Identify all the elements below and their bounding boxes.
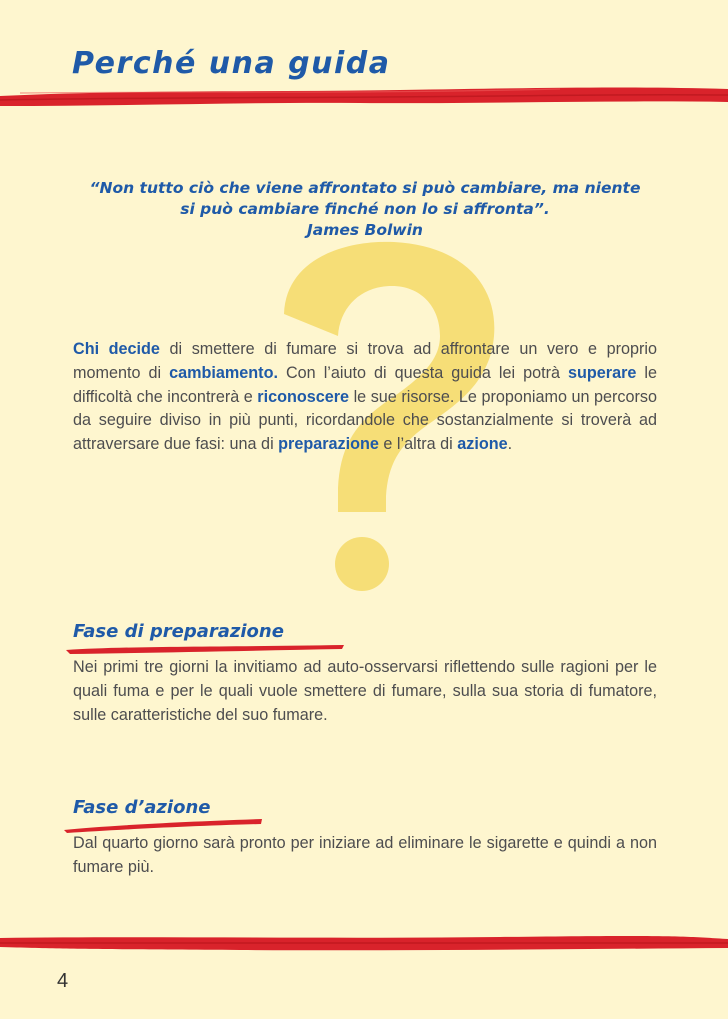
- section-title-action: Fase d’azione: [73, 797, 211, 818]
- page-title: Perché una guida: [72, 46, 391, 81]
- intro-text-5: e l’altra di: [378, 435, 458, 454]
- quote-line-1: “Non tutto ciò che viene affrontato si può cambiare, ma niente: [89, 179, 641, 197]
- intro-bold-2: cambiamento.: [169, 363, 278, 382]
- intro-bold-1: Chi decide: [73, 340, 160, 358]
- intro-text-3: le difficoltà che incontrerà e: [73, 363, 657, 406]
- section-title-preparation: Fase di preparazione: [73, 621, 284, 642]
- preparation-underline-stroke: [66, 642, 346, 656]
- intro-text-1: di smettere di fumare si trova ad affrontare un vero e proprio momento di: [73, 340, 657, 382]
- quote-author: James Bolwin: [307, 221, 423, 239]
- intro-text-2: Con l’aiuto di questa guida lei potrà: [277, 363, 568, 382]
- quote-block: [70, 178, 660, 241]
- section-text-preparation: Nei primi tre giorni la invitiamo ad auto-osservarsi riflettendo sulle ragioni per le quali fuma e per le quali vuole smettere di fumare, sulla sua storia di fumatore, sulle caratteristiche del suo fumare.: [73, 658, 657, 724]
- intro-bold-6: azione: [457, 435, 508, 454]
- intro-bold-4: riconoscere: [257, 387, 350, 406]
- quote-line-2: si può cambiare finché non lo si affronta”.: [180, 200, 550, 218]
- intro-text-4: le sue risorse. Le proponiamo un percorso da seguire diviso in più punti, ricordandole che sostanzialmente si troverà ad attraversare due fasi: una di: [73, 387, 657, 454]
- bottom-brush-stroke: [0, 930, 728, 956]
- intro-bold-5: preparazione: [278, 435, 379, 454]
- page-number: 4: [57, 970, 69, 992]
- intro-bold-3: superare: [567, 363, 637, 382]
- intro-text-6: .: [507, 435, 513, 454]
- intro-paragraph: [73, 338, 657, 457]
- top-brush-stroke: [0, 80, 728, 110]
- section-text-action: Dal quarto giorno sarà pronto per iniziare ad eliminare le sigarette e quindi a non fumare più.: [73, 834, 657, 876]
